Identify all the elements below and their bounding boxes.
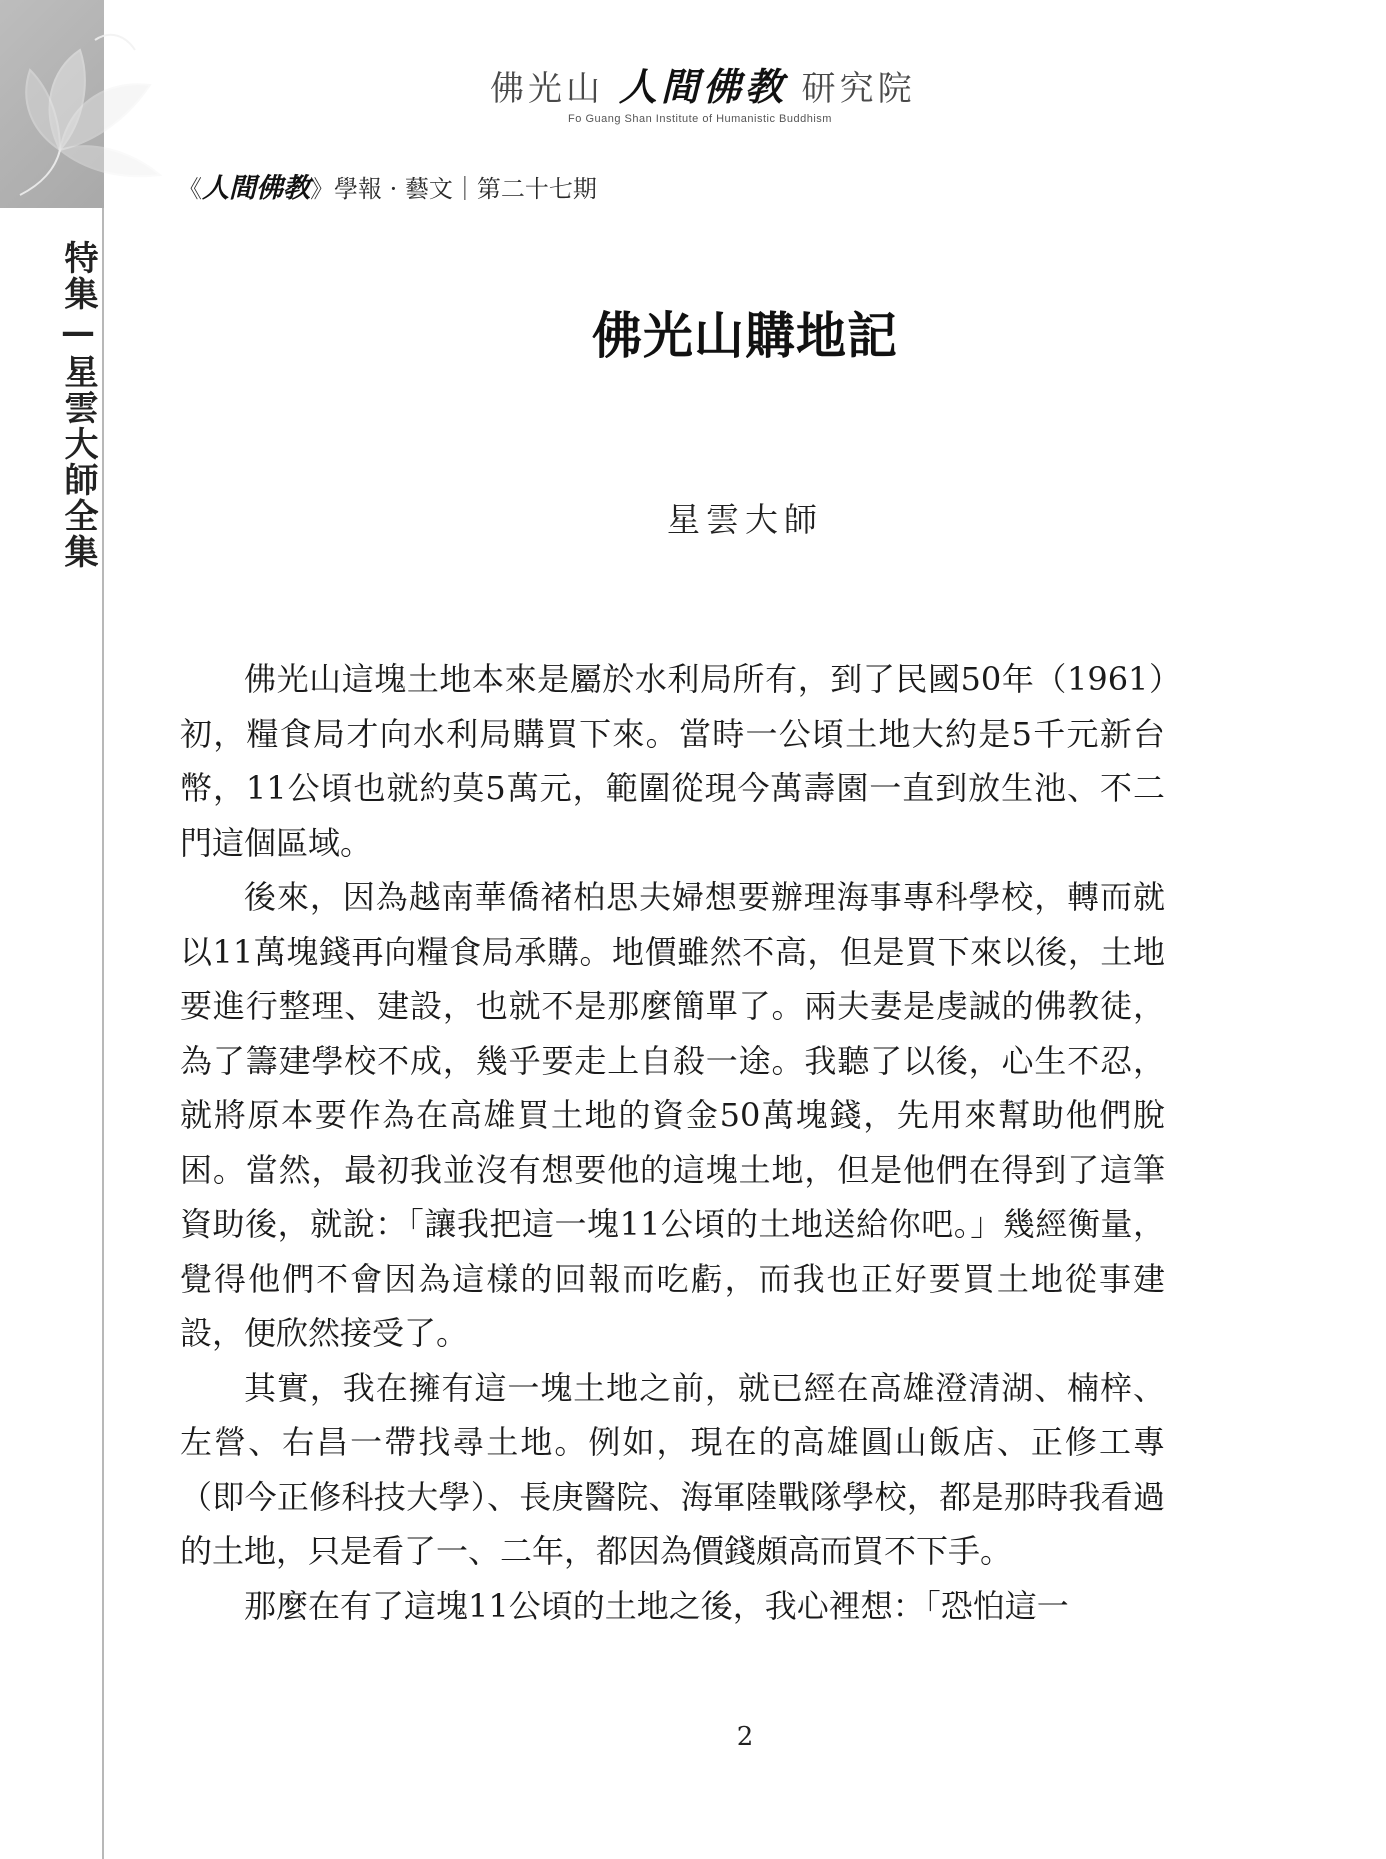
logo-main (490, 56, 916, 111)
sidebar (0, 0, 104, 1859)
section-title: 特集—星雲大師全集 (58, 240, 98, 570)
journal-header (178, 166, 597, 205)
page-title: 佛光山購地記 (592, 307, 898, 365)
paragraph: 佛光山這塊土地本來是屬於水利局所有，到了民國50年（1961）初，糧食局才向水利局購買下來。當時一公頃土地大約是5千元新台幣，11公頃也就約莫5萬元，範圍從現今萬壽園一直到放生池、不二門這個區域。 (180, 660, 1165, 862)
author: 星雲大師 (667, 500, 823, 539)
page-number: 2 (736, 1722, 754, 1752)
logo-english: Fo Guang Shan Institute of Humanistic Buddhism (568, 113, 832, 125)
paragraph: 那麼在有了這塊11公頃的土地之後，我心裡想：「恐怕這一 (244, 1586, 1069, 1625)
logo-suffix: 研究院 (801, 69, 916, 109)
institute-logo (490, 56, 916, 125)
journal-open: 《 (178, 175, 202, 203)
paragraph: 其實，我在擁有這一塊土地之前，就已經在高雄澄清湖、楠梓、左營、右昌一帶找尋土地。例如，現在的高雄圓山飯店、正修工專（即今正修科技大學）、長庚醫院、海軍陸戰隊學校，都是那時我看過的土地，只是看了一、二年，都因為價錢頗高而買不下手。 (180, 1368, 1165, 1570)
corner-decoration (0, 0, 104, 208)
journal-brand: 人間佛教 (202, 173, 310, 204)
logo-brand: 人間佛教 (618, 65, 787, 109)
logo-prefix: 佛光山 (490, 69, 604, 109)
article-body (180, 652, 1165, 1633)
journal-rest: 》學報 · 藝文｜第二十七期 (310, 175, 597, 203)
lotus-flower-icon (0, 0, 190, 208)
paragraph: 後來，因為越南華僑褚柏思夫婦想要辦理海事專科學校，轉而就以11萬塊錢再向糧食局承購。地價雖然不高，但是買下來以後，土地要進行整理、建設，也就不是那麼簡單了。兩夫妻是虔誠的佛教徒，為了籌建學校不成，幾乎要走上自殺一途。我聽了以後，心生不忍，就將原本要作為在高雄買土地的資金50萬塊錢，先用來幫助他們脫困。當然，最初我並沒有想要他的這塊土地，但是他們在得到了這筆資助後，就說：「讓我把這一塊11公頃的土地送給你吧。」幾經衡量，覺得他們不會因為這樣的回報而吃虧，而我也正好要買土地從事建設，便欣然接受了。 (180, 878, 1165, 1352)
